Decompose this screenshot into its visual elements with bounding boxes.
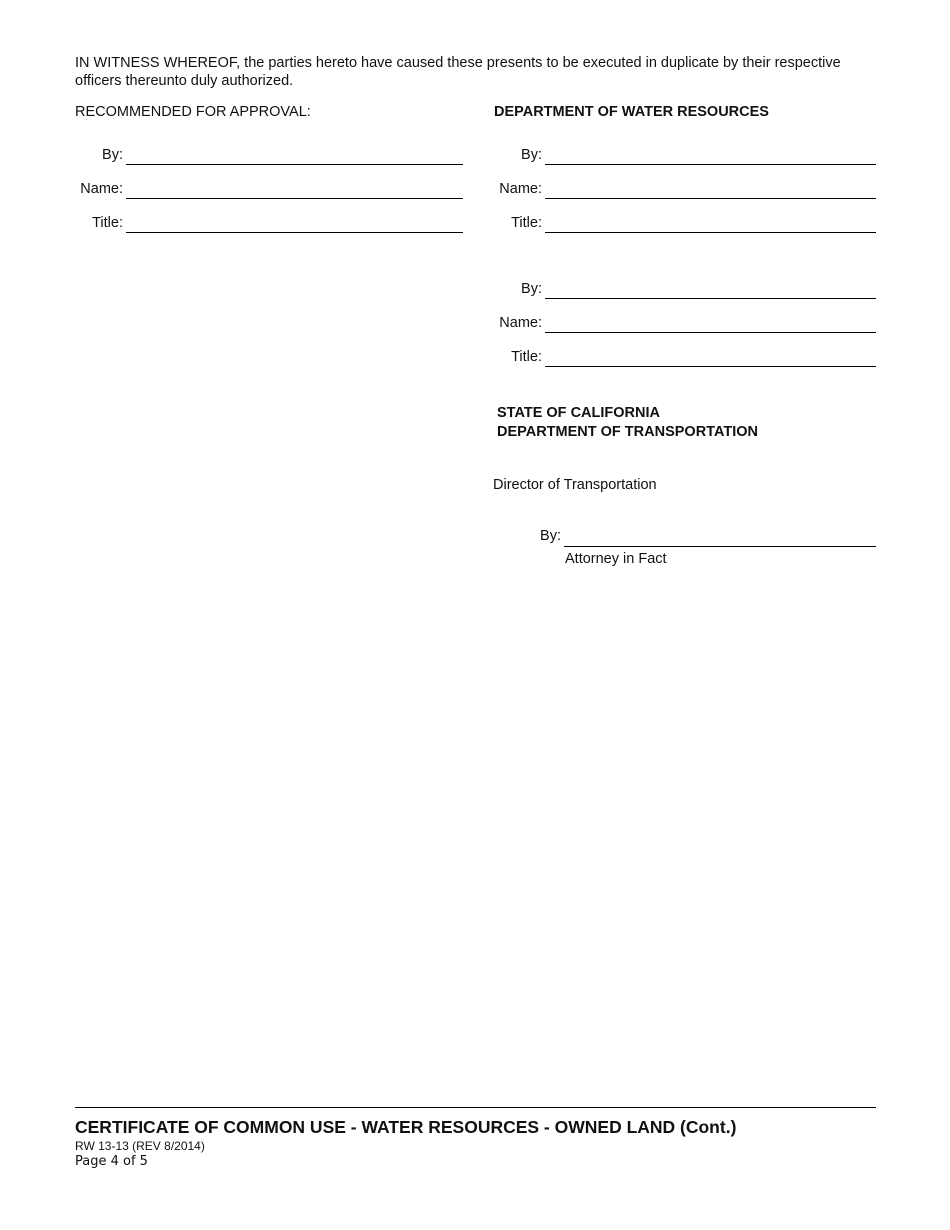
attorney-in-fact-caption: Attorney in Fact [565, 551, 667, 567]
left-by-line[interactable] [126, 164, 463, 165]
dwr-name-label-2: Name: [499, 315, 542, 331]
dwr-name-label-1: Name: [499, 181, 542, 197]
dwr-title-label-1: Title: [511, 215, 542, 231]
caltrans-by-label: By: [540, 528, 561, 544]
dwr-by-label-1: By: [521, 147, 542, 163]
state-heading: STATE OF CALIFORNIA [497, 405, 660, 421]
dwr-title-line-1[interactable] [545, 232, 876, 233]
left-name-line[interactable] [126, 198, 463, 199]
dwr-by-line-1[interactable] [545, 164, 876, 165]
left-by-label: By: [102, 147, 123, 163]
dwr-title-line-2[interactable] [545, 366, 876, 367]
dwr-by-line-2[interactable] [545, 298, 876, 299]
form-title: CERTIFICATE OF COMMON USE - WATER RESOURCES - OWNED LAND (Cont.) [75, 1117, 737, 1137]
footer-rule [75, 1107, 876, 1108]
dwr-name-line-2[interactable] [545, 332, 876, 333]
form-code: RW 13-13 (REV 8/2014) [75, 1139, 205, 1153]
left-name-label: Name: [80, 181, 123, 197]
dwr-heading: DEPARTMENT OF WATER RESOURCES [494, 104, 769, 120]
left-title-label: Title: [92, 215, 123, 231]
director-label: Director of Transportation [493, 477, 657, 493]
dwr-title-label-2: Title: [511, 349, 542, 365]
recommended-heading: RECOMMENDED FOR APPROVAL: [75, 104, 311, 120]
page-number: Page 4 of 5 [75, 1154, 148, 1169]
caltrans-by-line[interactable] [564, 546, 876, 547]
dwr-by-label-2: By: [521, 281, 542, 297]
intro-paragraph: IN WITNESS WHEREOF, the parties hereto have caused these presents to be executed in duplicate by their respective officers thereunto duly authorized. [75, 55, 841, 89]
caltrans-heading: DEPARTMENT OF TRANSPORTATION [497, 424, 758, 440]
left-title-line[interactable] [126, 232, 463, 233]
dwr-name-line-1[interactable] [545, 198, 876, 199]
